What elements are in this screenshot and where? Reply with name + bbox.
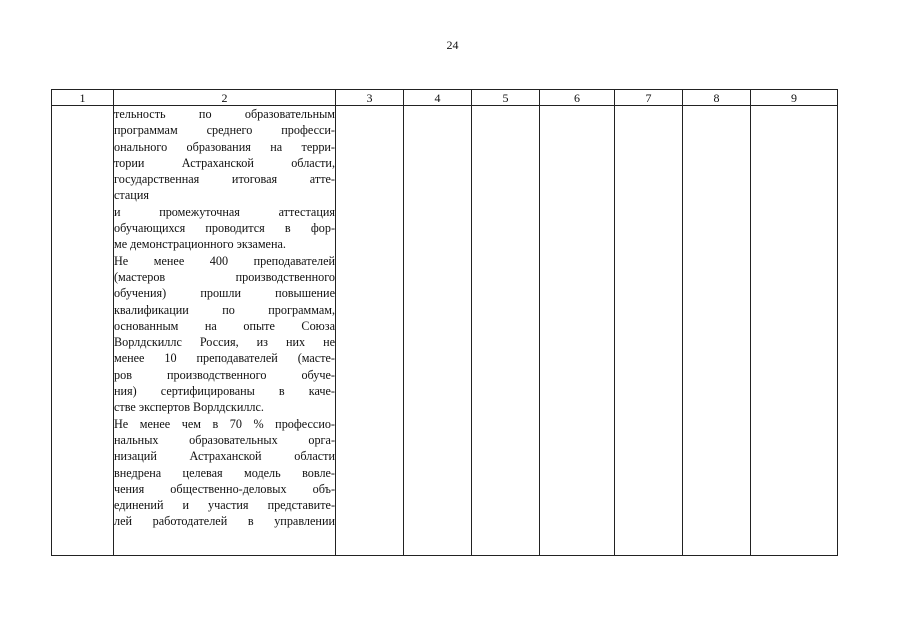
- text-line: обучения) прошли повышение: [114, 286, 335, 301]
- text-line: государственная итоговая атте-: [114, 172, 335, 187]
- text-line: Не менее 400 преподавателей: [114, 253, 335, 268]
- text-line: ров производственного обуче-: [114, 367, 335, 382]
- column-header-1: 1: [52, 90, 114, 106]
- text-line: внедрена целевая модель вовле-: [114, 465, 335, 480]
- column-header-9: 9: [751, 90, 838, 106]
- text-line: тельность по образовательным: [114, 107, 335, 121]
- cell-col-5: [472, 106, 540, 556]
- column-header-7: 7: [615, 90, 683, 106]
- column-header-6: 6: [540, 90, 615, 106]
- text-line: квалификации по программам,: [114, 302, 335, 317]
- text-line: тории Астраханской области,: [114, 155, 335, 170]
- data-table: [51, 89, 838, 556]
- text-line: низаций Астраханской области: [114, 449, 335, 464]
- column-header-3: 3: [336, 90, 404, 106]
- text-line: единений и участия представите-: [114, 498, 335, 513]
- header-row: [52, 90, 838, 106]
- text-line: ния) сертифицированы в каче-: [114, 384, 335, 399]
- text-line: и промежуточная аттестация: [114, 204, 335, 219]
- text-line: нальных образовательных орга-: [114, 432, 335, 447]
- text-line: Ворлдскиллс Россия, из них не: [114, 335, 335, 350]
- cell-text: [114, 106, 335, 530]
- cell-col-8: [683, 106, 751, 556]
- text-line: ме демонстрационного экзамена.: [114, 237, 286, 252]
- text-line: стация: [114, 188, 149, 203]
- table-row: [52, 106, 838, 556]
- text-line: (мастеров производственного: [114, 269, 335, 284]
- text-line: лей работодателей в управлении: [114, 514, 335, 529]
- text-line: онального образования на терри-: [114, 139, 335, 154]
- text-line: программам среднего професси-: [114, 123, 335, 138]
- text-line: чения общественно-деловых объ-: [114, 481, 335, 496]
- text-line: менее 10 преподавателей (масте-: [114, 351, 335, 366]
- cell-col-6: [540, 106, 615, 556]
- text-line: основанным на опыте Союза: [114, 318, 335, 333]
- cell-col-7: [615, 106, 683, 556]
- cell-col-4: [404, 106, 472, 556]
- text-line: Не менее чем в 70 % профессио-: [114, 416, 335, 431]
- column-header-4: 4: [404, 90, 472, 106]
- cell-col-2: [114, 106, 336, 556]
- cell-col-9: [751, 106, 838, 556]
- column-header-2: 2: [114, 90, 336, 106]
- column-header-5: 5: [472, 90, 540, 106]
- text-line: обучающихся проводится в фор-: [114, 221, 335, 236]
- page-number: 24: [446, 38, 459, 52]
- column-header-8: 8: [683, 90, 751, 106]
- cell-col-3: [336, 106, 404, 556]
- cell-col-1: [52, 106, 114, 556]
- text-line: стве экспертов Ворлдскиллс.: [114, 400, 264, 415]
